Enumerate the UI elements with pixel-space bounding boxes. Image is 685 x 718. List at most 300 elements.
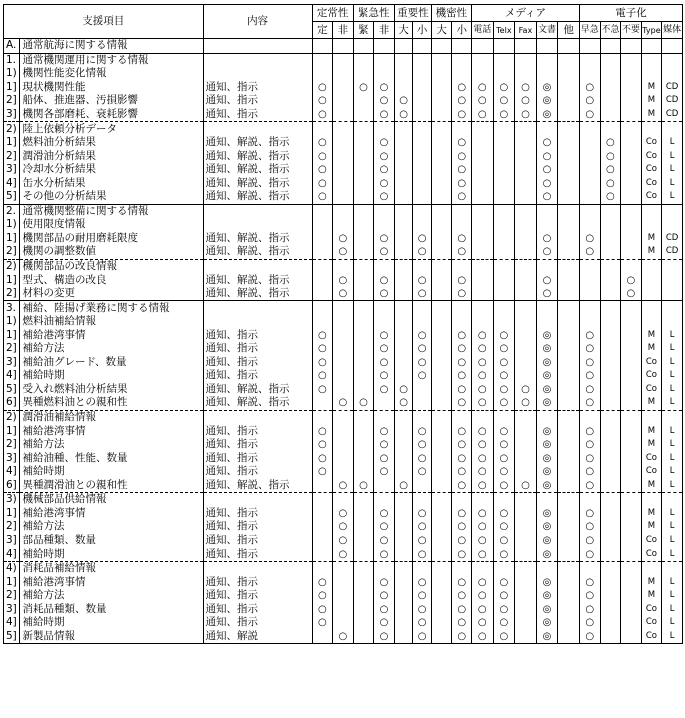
mark-confidential-high: [431, 630, 452, 644]
mark-not-urgent: [600, 122, 621, 136]
sub-importance-high: 大: [394, 22, 413, 39]
mark-importance-high: [394, 259, 413, 273]
mark-type: M: [641, 232, 662, 246]
mark-irregular: ○: [333, 479, 354, 493]
mark-medium: L: [662, 465, 683, 479]
mark-not-needed: [621, 94, 642, 108]
mark-irregular: [333, 451, 354, 465]
row-item: 材料の変更: [20, 287, 203, 301]
mark-telex: ○: [493, 356, 515, 370]
row-content: [203, 259, 312, 273]
mark-early: [579, 136, 600, 150]
mark-irregular: ○: [333, 507, 354, 521]
mark-non-urgent: ○: [374, 190, 395, 204]
row-content: 通知、解説、指示: [203, 479, 312, 493]
mark-medium: L: [662, 451, 683, 465]
mark-type: Co: [641, 630, 662, 644]
mark-importance-low: [413, 67, 432, 81]
mark-irregular: [333, 53, 354, 67]
mark-phone: ○: [471, 424, 493, 438]
row-number: 4]: [4, 547, 20, 561]
mark-regular: ○: [312, 451, 333, 465]
mark-early: ○: [579, 328, 600, 342]
mark-telex: [493, 232, 515, 246]
support-items-table: [3, 4, 683, 644]
mark-phone: ○: [471, 328, 493, 342]
mark-document: ◎: [536, 602, 558, 616]
mark-non-urgent: [374, 396, 395, 410]
mark-urgent: [353, 315, 374, 329]
mark-type: M: [641, 589, 662, 603]
mark-non-urgent: ○: [374, 232, 395, 246]
row-number: 1): [4, 67, 20, 81]
mark-importance-low: ○: [413, 424, 432, 438]
mark-irregular: [333, 465, 354, 479]
mark-document: [536, 561, 558, 575]
row-item: 消耗品種類、数量: [20, 602, 203, 616]
mark-confidential-high: [431, 149, 452, 163]
mark-fax: ○: [515, 108, 537, 122]
mark-phone: [471, 190, 493, 204]
mark-confidential-high: [431, 479, 452, 493]
mark-irregular: ○: [333, 520, 354, 534]
row-content: 通知、指示: [203, 356, 312, 370]
row-content: 通知、解説、指示: [203, 190, 312, 204]
row-number: 2]: [4, 94, 20, 108]
mark-importance-high: [394, 589, 413, 603]
mark-not-needed: [621, 630, 642, 644]
mark-confidential-high: [431, 410, 452, 424]
mark-other: [558, 465, 580, 479]
mark-confidential-low: [452, 301, 472, 315]
mark-confidential-low: ○: [452, 520, 472, 534]
mark-irregular: [333, 328, 354, 342]
mark-confidential-low: [452, 493, 472, 507]
mark-urgent: [353, 273, 374, 287]
row-content: 通知、指示: [203, 616, 312, 630]
mark-type: [641, 53, 662, 67]
mark-confidential-low: ○: [452, 232, 472, 246]
mark-importance-low: [413, 493, 432, 507]
mark-not-needed: [621, 315, 642, 329]
mark-not-urgent: [600, 301, 621, 315]
mark-regular: [312, 273, 333, 287]
mark-importance-low: ○: [413, 507, 432, 521]
mark-fax: [515, 204, 537, 218]
mark-not-needed: [621, 232, 642, 246]
mark-confidential-low: ○: [452, 190, 472, 204]
mark-confidential-low: [452, 67, 472, 81]
mark-not-urgent: [600, 273, 621, 287]
mark-type: Co: [641, 602, 662, 616]
mark-type: Co: [641, 190, 662, 204]
mark-non-urgent: ○: [374, 287, 395, 301]
mark-early: [579, 122, 600, 136]
sub-urgent: 緊: [353, 22, 374, 39]
mark-urgent: [353, 136, 374, 150]
mark-importance-high: [394, 493, 413, 507]
mark-not-needed: [621, 108, 642, 122]
mark-non-urgent: ○: [374, 342, 395, 356]
mark-early: [579, 493, 600, 507]
mark-early: ○: [579, 451, 600, 465]
mark-urgent: [353, 616, 374, 630]
mark-urgent: [353, 232, 374, 246]
mark-phone: ○: [471, 81, 493, 95]
table-row: [4, 39, 683, 54]
mark-early: ○: [579, 465, 600, 479]
mark-document: ○: [536, 232, 558, 246]
mark-not-urgent: [600, 259, 621, 273]
row-content: 通知、指示: [203, 81, 312, 95]
mark-not-needed: [621, 547, 642, 561]
mark-other: [558, 520, 580, 534]
mark-telex: [493, 53, 515, 67]
row-content: 通知、解説: [203, 630, 312, 644]
mark-document: ○: [536, 245, 558, 259]
mark-importance-low: [413, 383, 432, 397]
mark-type: [641, 122, 662, 136]
mark-type: M: [641, 438, 662, 452]
mark-other: [558, 630, 580, 644]
mark-confidential-high: [431, 507, 452, 521]
mark-regular: [312, 218, 333, 232]
mark-early: ○: [579, 630, 600, 644]
mark-confidential-low: ○: [452, 383, 472, 397]
row-content: [203, 39, 312, 54]
mark-document: [536, 315, 558, 329]
mark-confidential-low: [452, 561, 472, 575]
mark-irregular: [333, 218, 354, 232]
mark-medium: [662, 287, 683, 301]
mark-phone: ○: [471, 534, 493, 548]
mark-medium: L: [662, 176, 683, 190]
mark-other: [558, 190, 580, 204]
mark-urgent: [353, 122, 374, 136]
mark-fax: [515, 410, 537, 424]
mark-importance-low: [413, 53, 432, 67]
mark-medium: [662, 122, 683, 136]
row-number: 1): [4, 218, 20, 232]
table-row: [4, 94, 683, 108]
mark-fax: ○: [515, 383, 537, 397]
mark-medium: CD: [662, 108, 683, 122]
mark-fax: ○: [515, 396, 537, 410]
mark-phone: ○: [471, 369, 493, 383]
mark-non-urgent: ○: [374, 108, 395, 122]
mark-fax: [515, 259, 537, 273]
mark-irregular: [333, 424, 354, 438]
row-number: 3]: [4, 163, 20, 177]
mark-not-needed: [621, 534, 642, 548]
row-item: 補給方法: [20, 438, 203, 452]
mark-not-needed: [621, 602, 642, 616]
table-row: [4, 507, 683, 521]
mark-urgent: [353, 438, 374, 452]
row-content: 通知、解説、指示: [203, 245, 312, 259]
table-row: [4, 163, 683, 177]
mark-early: [579, 287, 600, 301]
mark-urgent: [353, 67, 374, 81]
mark-non-urgent: ○: [374, 630, 395, 644]
mark-fax: [515, 369, 537, 383]
mark-type: Co: [641, 547, 662, 561]
mark-urgent: [353, 342, 374, 356]
mark-document: ◎: [536, 589, 558, 603]
mark-not-needed: [621, 67, 642, 81]
mark-other: [558, 396, 580, 410]
mark-fax: [515, 520, 537, 534]
mark-importance-low: ○: [413, 438, 432, 452]
mark-document: [536, 39, 558, 54]
header-group-media: メディア: [471, 5, 579, 22]
mark-confidential-low: ○: [452, 356, 472, 370]
row-content: [203, 410, 312, 424]
mark-importance-low: ○: [413, 245, 432, 259]
mark-not-urgent: [600, 547, 621, 561]
mark-type: Co: [641, 356, 662, 370]
row-item: 燃料油補給情報: [20, 315, 203, 329]
row-content: 通知、解説、指示: [203, 273, 312, 287]
mark-not-urgent: ○: [600, 149, 621, 163]
mark-document: ◎: [536, 342, 558, 356]
mark-phone: [471, 163, 493, 177]
mark-early: [579, 190, 600, 204]
row-number: 4): [4, 561, 20, 575]
mark-non-urgent: [374, 479, 395, 493]
mark-urgent: [353, 451, 374, 465]
mark-not-urgent: [600, 534, 621, 548]
mark-telex: ○: [493, 534, 515, 548]
row-item: 缶水分析結果: [20, 176, 203, 190]
mark-regular: [312, 493, 333, 507]
table-row: [4, 438, 683, 452]
row-item: 補給方法: [20, 342, 203, 356]
mark-confidential-low: ○: [452, 424, 472, 438]
mark-document: [536, 204, 558, 218]
mark-early: ○: [579, 94, 600, 108]
mark-telex: [493, 204, 515, 218]
mark-type: M: [641, 108, 662, 122]
mark-confidential-low: ○: [452, 342, 472, 356]
mark-document: ◎: [536, 356, 558, 370]
mark-not-needed: [621, 438, 642, 452]
mark-telex: ○: [493, 383, 515, 397]
row-item: 型式、構造の改良: [20, 273, 203, 287]
mark-importance-high: [394, 369, 413, 383]
header-group-digitization: 電子化: [579, 5, 682, 22]
mark-medium: L: [662, 163, 683, 177]
mark-regular: ○: [312, 602, 333, 616]
mark-type: M: [641, 479, 662, 493]
mark-other: [558, 136, 580, 150]
mark-importance-high: [394, 136, 413, 150]
row-content: 通知、指示: [203, 369, 312, 383]
mark-importance-low: ○: [413, 356, 432, 370]
row-number: 3): [4, 493, 20, 507]
mark-non-urgent: ○: [374, 451, 395, 465]
mark-telex: [493, 315, 515, 329]
mark-regular: [312, 53, 333, 67]
mark-not-urgent: [600, 356, 621, 370]
mark-importance-high: [394, 245, 413, 259]
mark-irregular: [333, 204, 354, 218]
mark-not-urgent: [600, 493, 621, 507]
row-item: 船体、推進器、汚損影響: [20, 94, 203, 108]
mark-fax: [515, 67, 537, 81]
row-content: 通知、指示: [203, 108, 312, 122]
mark-importance-low: [413, 479, 432, 493]
mark-regular: [312, 67, 333, 81]
mark-urgent: [353, 176, 374, 190]
row-content: 通知、解説、指示: [203, 136, 312, 150]
mark-telex: [493, 245, 515, 259]
mark-early: [579, 218, 600, 232]
row-number: 2]: [4, 287, 20, 301]
mark-regular: ○: [312, 163, 333, 177]
row-content: 通知、指示: [203, 94, 312, 108]
mark-type: [641, 315, 662, 329]
mark-type: [641, 493, 662, 507]
mark-urgent: [353, 465, 374, 479]
mark-fax: [515, 232, 537, 246]
mark-urgent: [353, 493, 374, 507]
mark-importance-low: ○: [413, 534, 432, 548]
row-content: 通知、指示: [203, 328, 312, 342]
mark-confidential-low: ○: [452, 273, 472, 287]
row-content: [203, 561, 312, 575]
mark-other: [558, 273, 580, 287]
mark-importance-high: ○: [394, 108, 413, 122]
mark-early: ○: [579, 602, 600, 616]
row-content: 通知、指示: [203, 438, 312, 452]
mark-non-urgent: ○: [374, 534, 395, 548]
mark-confidential-high: [431, 39, 452, 54]
mark-not-needed: [621, 520, 642, 534]
mark-importance-high: [394, 410, 413, 424]
mark-confidential-low: [452, 204, 472, 218]
mark-confidential-low: ○: [452, 176, 472, 190]
mark-document: ◎: [536, 520, 558, 534]
mark-importance-low: ○: [413, 342, 432, 356]
mark-importance-high: ○: [394, 383, 413, 397]
mark-fax: [515, 465, 537, 479]
mark-confidential-high: [431, 602, 452, 616]
mark-telex: [493, 287, 515, 301]
table-row: [4, 204, 683, 218]
sub-document: 文書: [536, 22, 558, 39]
mark-confidential-high: [431, 342, 452, 356]
mark-urgent: [353, 328, 374, 342]
mark-irregular: ○: [333, 232, 354, 246]
mark-importance-high: [394, 534, 413, 548]
mark-fax: [515, 630, 537, 644]
mark-telex: [493, 190, 515, 204]
mark-irregular: ○: [333, 287, 354, 301]
mark-confidential-low: [452, 218, 472, 232]
row-number: 1]: [4, 507, 20, 521]
mark-regular: [312, 301, 333, 315]
mark-confidential-low: [452, 259, 472, 273]
mark-not-needed: [621, 81, 642, 95]
mark-irregular: ○: [333, 245, 354, 259]
mark-non-urgent: ○: [374, 136, 395, 150]
mark-type: Co: [641, 616, 662, 630]
mark-importance-low: ○: [413, 602, 432, 616]
mark-importance-low: [413, 122, 432, 136]
mark-fax: [515, 149, 537, 163]
mark-urgent: [353, 575, 374, 589]
mark-non-urgent: ○: [374, 176, 395, 190]
mark-type: M: [641, 520, 662, 534]
mark-importance-high: [394, 122, 413, 136]
mark-confidential-low: ○: [452, 465, 472, 479]
mark-confidential-low: ○: [452, 507, 472, 521]
row-content: 通知、解説、指示: [203, 383, 312, 397]
mark-importance-low: [413, 218, 432, 232]
mark-urgent: [353, 507, 374, 521]
mark-other: [558, 561, 580, 575]
mark-document: ◎: [536, 575, 558, 589]
mark-irregular: ○: [333, 273, 354, 287]
mark-not-needed: [621, 259, 642, 273]
mark-fax: [515, 39, 537, 54]
mark-other: [558, 67, 580, 81]
header-content: 内容: [203, 5, 312, 39]
mark-other: [558, 575, 580, 589]
header-item: 支援項目: [4, 5, 204, 39]
mark-medium: [662, 259, 683, 273]
row-number: 2]: [4, 438, 20, 452]
mark-confidential-high: [431, 561, 452, 575]
row-item: 現状機関性能: [20, 81, 203, 95]
row-number: 5]: [4, 383, 20, 397]
mark-phone: [471, 176, 493, 190]
mark-urgent: [353, 94, 374, 108]
row-item: 消耗品補給情報: [20, 561, 203, 575]
mark-importance-high: [394, 451, 413, 465]
mark-importance-low: ○: [413, 465, 432, 479]
mark-confidential-low: ○: [452, 547, 472, 561]
row-content: 通知、指示: [203, 575, 312, 589]
mark-irregular: [333, 602, 354, 616]
row-number: 2): [4, 259, 20, 273]
mark-document: [536, 218, 558, 232]
mark-not-needed: [621, 204, 642, 218]
header-group-urgency: 緊急性: [353, 5, 394, 22]
mark-irregular: [333, 561, 354, 575]
table-row: [4, 259, 683, 273]
mark-confidential-low: ○: [452, 479, 472, 493]
mark-importance-low: [413, 190, 432, 204]
mark-importance-low: [413, 163, 432, 177]
mark-medium: L: [662, 369, 683, 383]
mark-regular: [312, 520, 333, 534]
mark-irregular: [333, 410, 354, 424]
mark-importance-low: ○: [413, 369, 432, 383]
row-number: 3.: [4, 301, 20, 315]
mark-fax: [515, 122, 537, 136]
mark-regular: ○: [312, 176, 333, 190]
mark-type: [641, 410, 662, 424]
mark-telex: [493, 561, 515, 575]
mark-not-needed: [621, 342, 642, 356]
mark-type: Co: [641, 534, 662, 548]
mark-regular: [312, 630, 333, 644]
mark-importance-high: [394, 575, 413, 589]
mark-importance-low: [413, 94, 432, 108]
sub-other: 他: [558, 22, 580, 39]
